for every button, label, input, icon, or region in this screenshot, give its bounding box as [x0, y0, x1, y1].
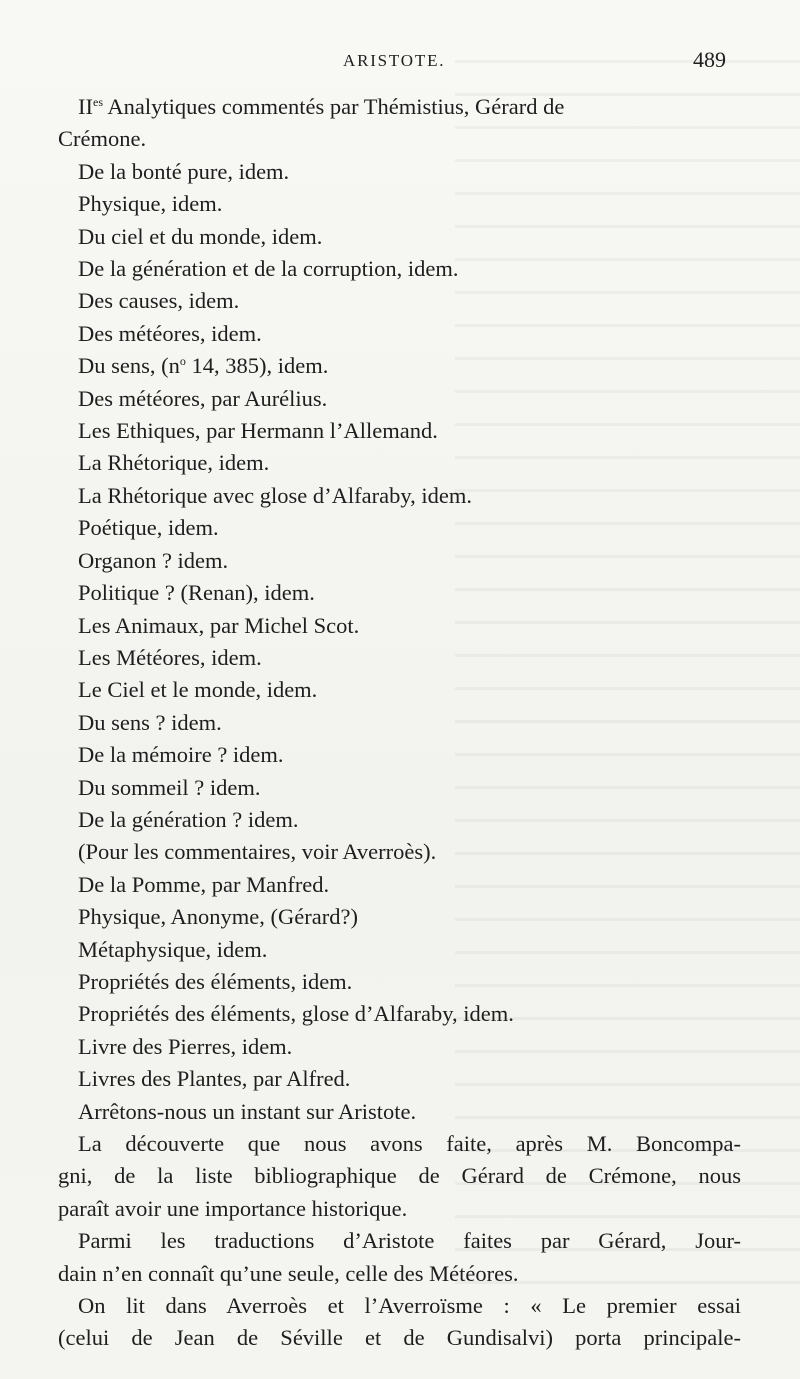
list-item: Politique ? (Renan), idem.	[78, 580, 315, 606]
paragraph-line: Arrêtons-nous un instant sur Aristote.	[78, 1098, 417, 1124]
list-item: La Rhétorique, idem.	[78, 450, 270, 476]
list-item: Les Animaux, par Michel Scot.	[78, 612, 360, 638]
list-item: Organon ? idem.	[78, 547, 229, 573]
page-number: 489	[693, 47, 726, 72]
list-item: Propriétés des éléments, glose d’Alfaraby, idem.	[78, 1001, 514, 1027]
list-item: Physique, idem.	[78, 191, 223, 217]
paragraph-line: paraît avoir une importance historique.	[58, 1195, 408, 1221]
list-item: Métaphysique, idem.	[78, 936, 268, 962]
list-item: De la génération ? idem.	[78, 806, 299, 832]
list-item: De la Pomme, par Manfred.	[78, 871, 330, 897]
body-text	[58, 91, 741, 1355]
list-item: Les Météores, idem.	[78, 644, 262, 670]
list-item: Du sommeil ? idem.	[78, 774, 261, 800]
list-item: Livre des Pierres, idem.	[78, 1033, 293, 1059]
list-item: De la génération et de la corruption, idem.	[78, 256, 459, 282]
list-item: Des causes, idem.	[78, 288, 240, 314]
paragraph-line: gni, de la liste bibliographique de Gérard de Crémone, nous	[58, 1163, 741, 1189]
paragraph-line: Parmi les traductions d’Aristote faites par Gérard, Jour-	[78, 1228, 741, 1254]
paragraph-line: La découverte que nous avons faite, après M. Boncompa-	[78, 1131, 741, 1156]
paragraph-line: (celui de Jean de Séville et de Gundisalvi) porta principale-	[58, 1325, 741, 1351]
list-item: Livres des Plantes, par Alfred.	[78, 1066, 351, 1092]
list-item: Des météores, idem.	[78, 320, 262, 346]
list-item: Physique, Anonyme, (Gérard?)	[78, 904, 358, 930]
list-item: Le Ciel et le monde, idem.	[78, 677, 318, 703]
paragraph-line: dain n’en connaît qu’une seule, celle des Météores.	[58, 1260, 519, 1286]
list-item-continuation: Crémone.	[58, 126, 147, 152]
page-header	[0, 47, 800, 77]
list-item: Du ciel et du monde, idem.	[78, 223, 323, 249]
list-item: Propriétés des éléments, idem.	[78, 968, 353, 994]
list-item: $II^{es}$ Analytiques commentés par Thémistius, Gérard de	[78, 94, 565, 119]
paragraph-line: On lit dans Averroès et l’Averroïsme : « Le premier essai	[78, 1293, 741, 1319]
list-item: Des météores, par Aurélius.	[78, 385, 328, 411]
list-item: La Rhétorique avec glose d’Alfaraby, idem.	[78, 482, 473, 508]
list-item: Poétique, idem.	[78, 515, 219, 541]
list-item: (Pour les commentaires, voir Averroès).	[78, 839, 437, 865]
list-item: Du sens ? idem.	[78, 709, 222, 735]
list-item: Du sens, ($n^o$ 14, 385), idem.	[78, 353, 329, 379]
list-item: Les Ethiques, par Hermann l’Allemand.	[78, 418, 438, 444]
list-item: De la mémoire ? idem.	[78, 742, 284, 768]
running-head: ARISTOTE.	[343, 51, 446, 70]
list-item: De la bonté pure, idem.	[78, 158, 290, 184]
